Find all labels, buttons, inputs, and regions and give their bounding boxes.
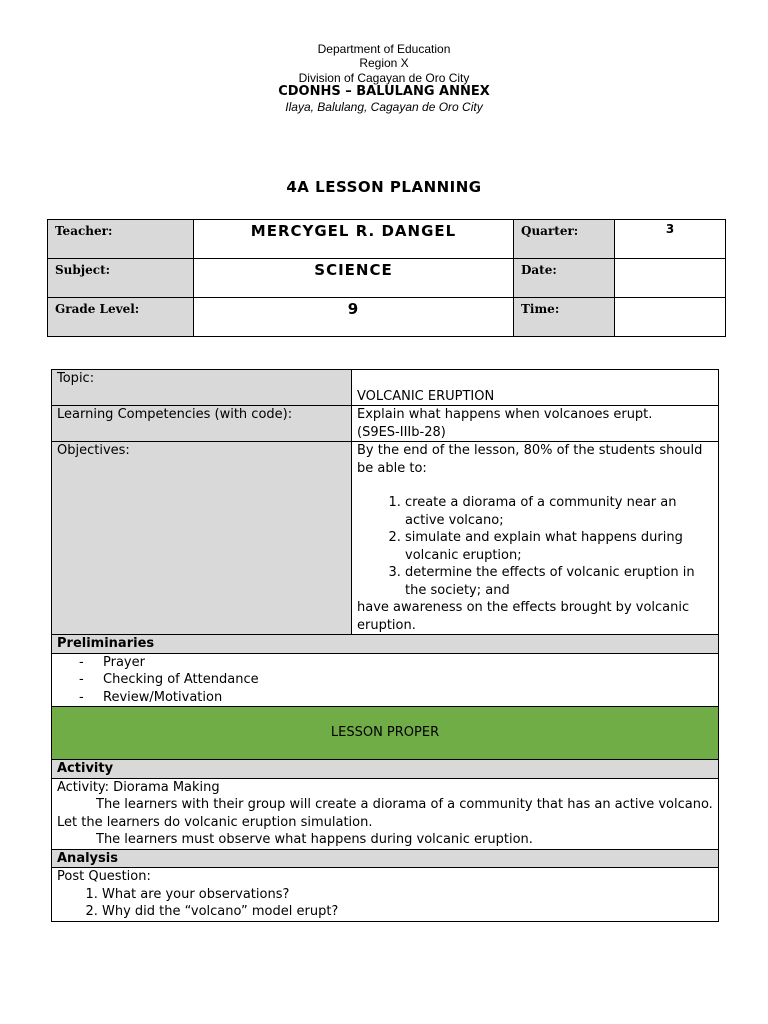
activity-paragraph-1: The learners with their group will create a diorama of a community that has an active volcano. Let the learners do volcanic eruption simulation. <box>57 797 713 830</box>
teacher-value: MERCYGEL R. DANGEL <box>194 220 514 259</box>
lesson-plan-table <box>51 369 719 922</box>
school-address: Ilaya, Balulang, Cagayan de Oro City <box>285 100 483 114</box>
question-item: 2. Why did the “volcano” model erupt? <box>102 903 713 921</box>
analysis-heading: Analysis <box>52 849 719 868</box>
date-value <box>615 259 726 298</box>
grade-label: Grade Level: <box>48 298 194 337</box>
preliminary-item: - Review/Motivation <box>79 689 713 707</box>
analysis-content <box>52 868 719 922</box>
preliminaries-content <box>52 653 719 707</box>
preliminaries-row <box>52 653 719 707</box>
topic-row <box>52 370 719 406</box>
time-value <box>615 298 726 337</box>
quarter-label: Quarter: <box>514 220 615 259</box>
objectives-outro: have awareness on the effects brought by volcanic eruption. <box>357 600 690 633</box>
preliminaries-list <box>57 654 713 707</box>
lesson-proper-row <box>52 707 719 760</box>
activity-header-row <box>52 760 719 779</box>
question-item: 1. What are your observations? <box>102 886 713 904</box>
topic-value: VOLCANIC ERUPTION <box>352 370 719 406</box>
competencies-code: (S9ES-IIIb-28) <box>357 424 446 440</box>
document-title: 4A LESSON PLANNING <box>286 178 482 196</box>
objectives-value <box>352 442 719 635</box>
objective-item: 2. simulate and explain what happens during volcanic eruption; <box>405 529 713 564</box>
preliminaries-header-row <box>52 635 719 654</box>
teacher-row <box>48 220 726 259</box>
objectives-intro: By the end of the lesson, 80% of the students should be able to: <box>357 443 703 476</box>
competencies-label: Learning Competencies (with code): <box>52 406 352 442</box>
activity-row <box>52 778 719 849</box>
grade-value: 9 <box>194 298 514 337</box>
analysis-row <box>52 868 719 922</box>
region-name: Region X <box>359 56 409 70</box>
school-name: CDONHS – BALULANG ANNEX <box>278 84 490 99</box>
objectives-label: Objectives: <box>52 442 352 635</box>
division-name: Division of Cagayan de Oro City <box>298 71 470 85</box>
competencies-line-1: Explain what happens when volcanoes erupt. <box>357 407 653 422</box>
preliminary-item: - Checking of Attendance <box>79 671 713 689</box>
subject-value: SCIENCE <box>194 259 514 298</box>
activity-title: Activity: Diorama Making <box>57 779 220 795</box>
topic-label: Topic: <box>52 370 352 406</box>
post-question-label: Post Question: <box>57 869 151 884</box>
activity-content <box>52 778 719 849</box>
subject-row <box>48 259 726 298</box>
analysis-header-row <box>52 849 719 868</box>
time-label: Time: <box>514 298 615 337</box>
teacher-label: Teacher: <box>48 220 194 259</box>
preliminaries-heading: Preliminaries <box>52 635 719 654</box>
department-name: Department of Education <box>317 42 451 56</box>
objectives-row <box>52 442 719 635</box>
objectives-list <box>357 494 713 599</box>
subject-label: Subject: <box>48 259 194 298</box>
date-label: Date: <box>514 259 615 298</box>
competencies-value <box>352 406 719 442</box>
activity-heading: Activity <box>52 760 719 779</box>
quarter-value: 3 <box>615 220 726 259</box>
lesson-proper-banner: LESSON PROPER <box>52 707 719 760</box>
objective-item: 3. determine the effects of volcanic eruption in the society; and <box>405 564 713 599</box>
lesson-info-table <box>47 219 726 337</box>
objective-item: 1. create a diorama of a community near an active volcano; <box>405 494 713 529</box>
competencies-row <box>52 406 719 442</box>
activity-paragraph-2: The learners must observe what happens during volcanic eruption. <box>96 832 533 847</box>
grade-row <box>48 298 726 337</box>
preliminary-item: - Prayer <box>79 654 713 672</box>
post-question-list <box>57 886 713 921</box>
